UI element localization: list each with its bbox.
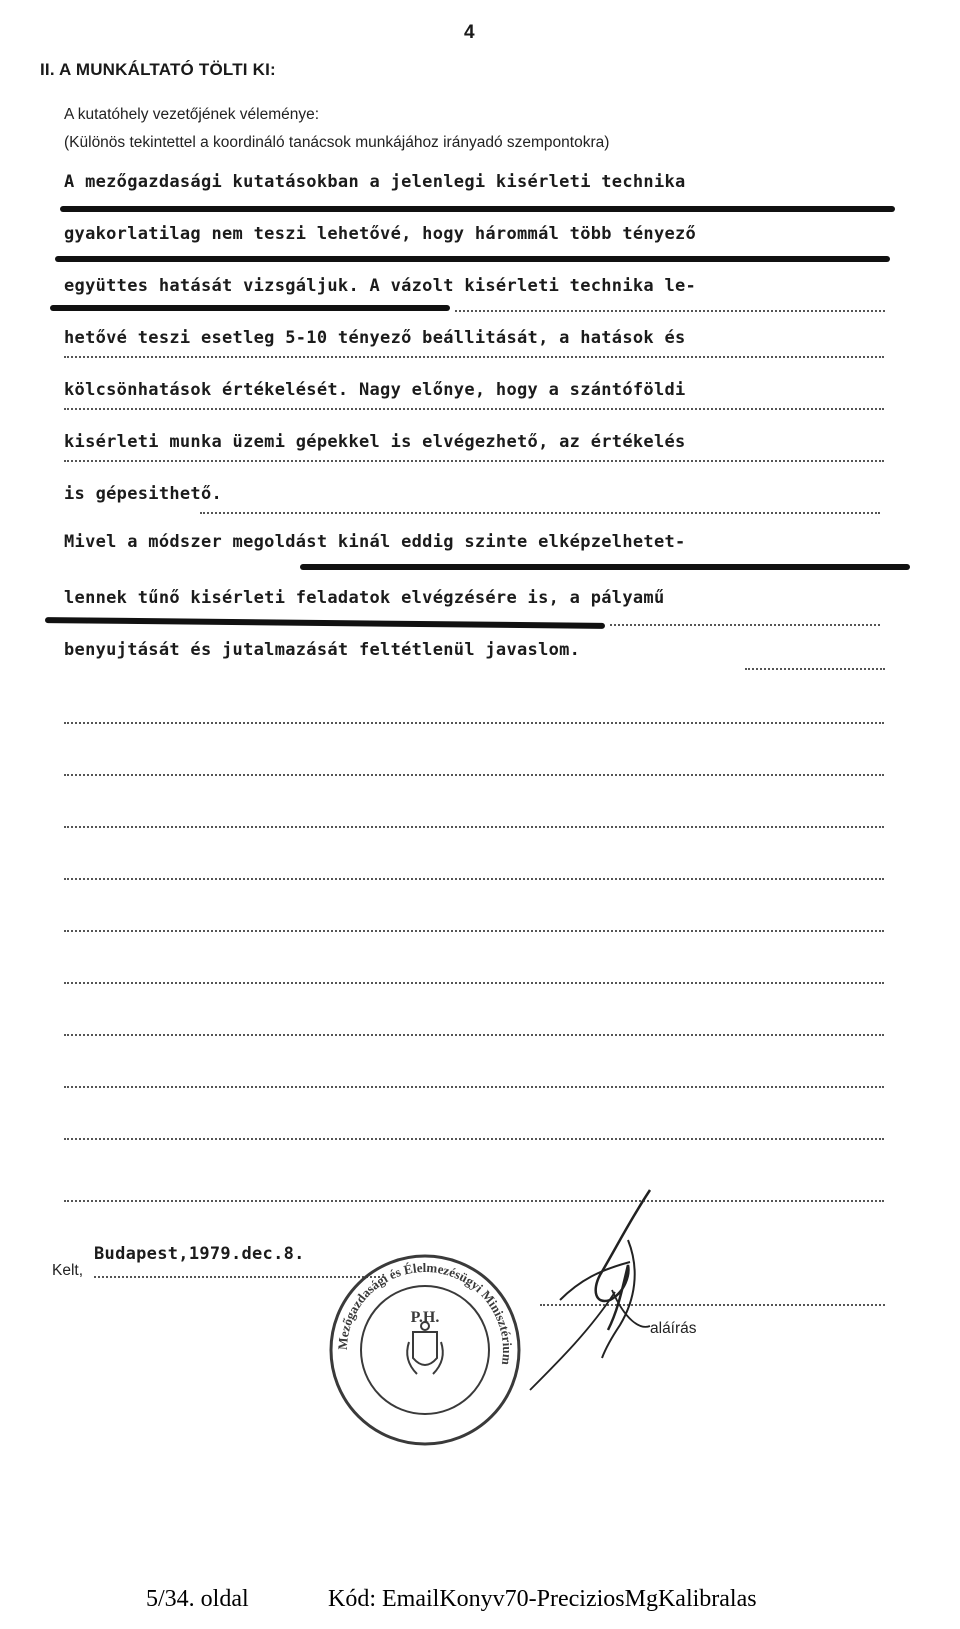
dotted-line bbox=[64, 982, 884, 984]
footer-page-of: 5/34. oldal bbox=[146, 1586, 249, 1612]
typed-line-7: is gépesithető. bbox=[64, 484, 223, 504]
underline-stroke bbox=[45, 617, 605, 629]
underline-stroke bbox=[300, 564, 910, 570]
typed-line-2: gyakorlatilag nem teszi lehetővé, hogy hárommál több tényező bbox=[64, 224, 697, 244]
section-heading: II. A MUNKÁLTATÓ TÖLTI KI: bbox=[40, 60, 276, 79]
dotted-line bbox=[64, 1086, 884, 1088]
opinion-label: A kutatóhely vezetőjének véleménye: bbox=[64, 106, 320, 123]
dotted-line bbox=[64, 1200, 884, 1202]
typed-line-10: benyujtását és jutalmazását feltétlenül javaslom. bbox=[64, 640, 581, 660]
underline-stroke bbox=[50, 305, 450, 311]
dotted-line bbox=[745, 668, 885, 670]
dotted-line bbox=[64, 722, 884, 724]
handwritten-signature bbox=[500, 1180, 760, 1410]
dotted-line bbox=[64, 408, 884, 410]
stamp-center-text: P.H. bbox=[410, 1309, 440, 1326]
underline-stroke bbox=[55, 256, 890, 262]
typed-line-9: lennek tűnő kisérleti feladatok elvégzésére is, a pályamű bbox=[64, 588, 665, 608]
dotted-line bbox=[610, 624, 880, 626]
date-label: Kelt, bbox=[52, 1262, 84, 1279]
dotted-line bbox=[64, 826, 884, 828]
typed-line-6: kisérleti munka üzemi gépekkel is elvégezhető, az értékelés bbox=[64, 432, 686, 452]
footer-code: Kód: EmailKonyv70-PreciziosMgKalibralas bbox=[328, 1586, 757, 1612]
coat-of-arms-icon bbox=[407, 1322, 443, 1374]
typed-line-8: Mivel a módszer megoldást kinál eddig szinte elképzelhetet- bbox=[64, 532, 686, 552]
dotted-line bbox=[64, 878, 884, 880]
typed-line-1: A mezőgazdasági kutatásokban a jelenlegi kisérleti technika bbox=[64, 172, 686, 192]
date-value: Budapest,1979.dec.8. bbox=[94, 1244, 305, 1264]
dotted-line bbox=[64, 1034, 884, 1036]
dotted-line bbox=[200, 512, 880, 514]
dotted-line bbox=[64, 356, 884, 358]
dotted-line bbox=[64, 774, 884, 776]
dotted-line bbox=[64, 460, 884, 462]
typed-line-4: hetővé teszi esetleg 5-10 tényező beállitását, a hatások és bbox=[64, 328, 686, 348]
official-stamp bbox=[325, 1250, 525, 1450]
underline-stroke bbox=[60, 206, 895, 212]
dotted-line bbox=[64, 1138, 884, 1140]
stamp-ring-text: Mezőgazdasági és Élelmezésügyi Minisztérium bbox=[334, 1259, 516, 1366]
opinion-note: (Különös tekintettel a koordináló tanácsok munkájához irányadó szempontokra) bbox=[64, 134, 610, 151]
signature-label: aláírás bbox=[650, 1320, 697, 1337]
typed-line-3: együttes hatását vizsgáljuk. A vázolt kisérleti technika le- bbox=[64, 276, 697, 296]
typed-line-5: kölcsönhatások értékelését. Nagy előnye, hogy a szántóföldi bbox=[64, 380, 686, 400]
dotted-line bbox=[64, 930, 884, 932]
page-number: 4 bbox=[464, 22, 475, 43]
dotted-line bbox=[455, 310, 885, 312]
